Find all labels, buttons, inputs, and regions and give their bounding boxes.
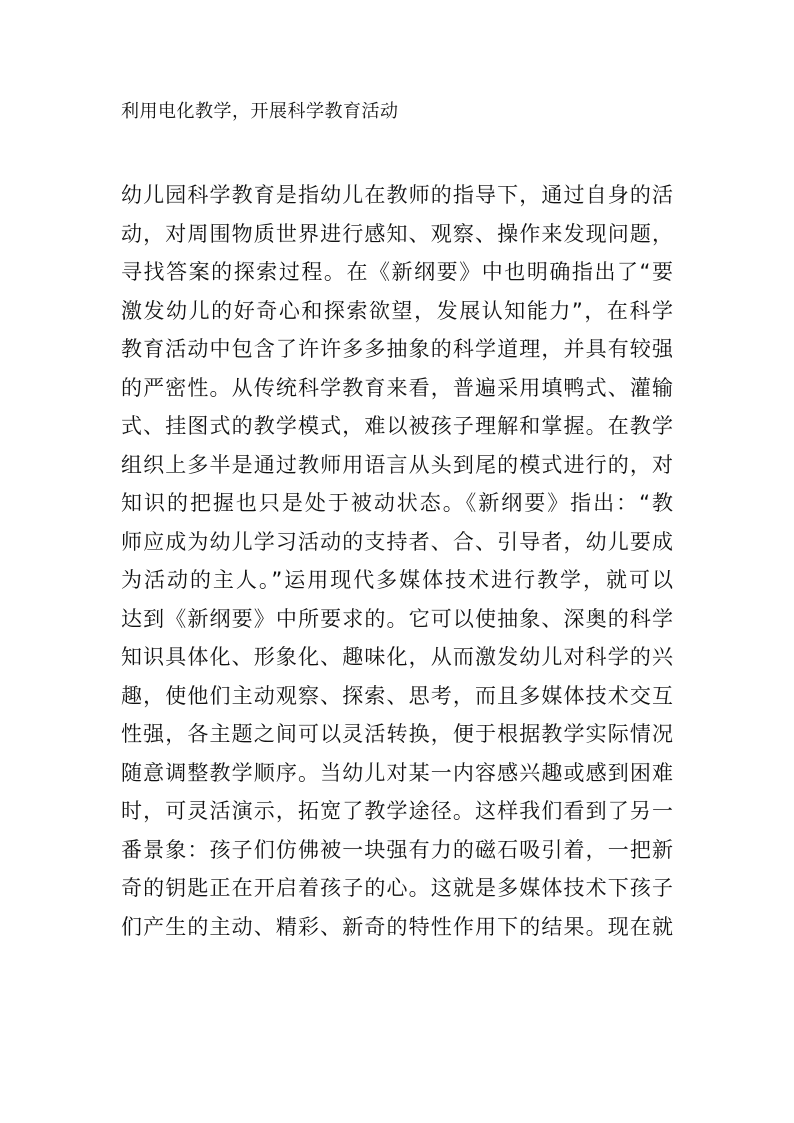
text-line: 们产生的主动、精彩、新奇的特性作用下的结果。现在就 xyxy=(121,914,673,939)
text-line: 知识的把握也只是处于被动状态。《新纲要》指出：“教 xyxy=(121,491,673,515)
text-line: 激发幼儿的好奇心和探索欲望，发展认知能力”，在科学 xyxy=(121,298,673,323)
body-paragraph xyxy=(121,176,681,946)
text-line: 寻找答案的探索过程。在《新纲要》中也明确指出了“要 xyxy=(121,260,673,284)
text-line: 番景象：孩子们仿佛被一块强有力的磁石吸引着，一把新 xyxy=(121,837,673,862)
text-line: 教育活动中包含了许许多多抽象的科学道理，并具有较强 xyxy=(121,337,673,361)
text-line: 达到《新纲要》中所要求的。它可以使抽象、深奥的科学 xyxy=(121,606,673,631)
document-title: 利用电化教学，开展科学教育活动 xyxy=(121,101,399,122)
text-line: 的严密性。从传统科学教育来看，普遍采用填鸭式、灌输 xyxy=(121,375,673,400)
text-line: 随意调整教学顺序。当幼儿对某一内容感兴趣或感到困难 xyxy=(121,760,673,785)
text-line: 性强，各主题之间可以灵活转换，便于根据教学实际情况 xyxy=(121,722,673,746)
text-line: 组织上多半是通过教师用语言从头到尾的模式进行的，对 xyxy=(121,452,673,477)
text-line: 式、挂图式的教学模式，难以被孩子理解和掌握。在教学 xyxy=(121,414,673,438)
text-line: 时，可灵活演示，拓宽了教学途径。这样我们看到了另一 xyxy=(121,799,673,823)
text-line: 趣，使他们主动观察、探索、思考，而且多媒体技术交互 xyxy=(121,683,673,708)
text-line: 知识具体化、形象化、趣味化，从而激发幼儿对科学的兴 xyxy=(121,645,673,669)
text-line: 动，对周围物质世界进行感知、观察、操作来发现问题， xyxy=(121,221,673,246)
text-line: 奇的钥匙正在开启着孩子的心。这就是多媒体技术下孩子 xyxy=(121,876,673,900)
text-line: 为活动的主人。”运用现代多媒体技术进行教学，就可以 xyxy=(121,568,673,592)
text-line: 师应成为幼儿学习活动的支持者、合、引导者，幼儿要成 xyxy=(121,529,673,554)
text-line: 幼儿园科学教育是指幼儿在教师的指导下，通过自身的活 xyxy=(121,183,673,207)
